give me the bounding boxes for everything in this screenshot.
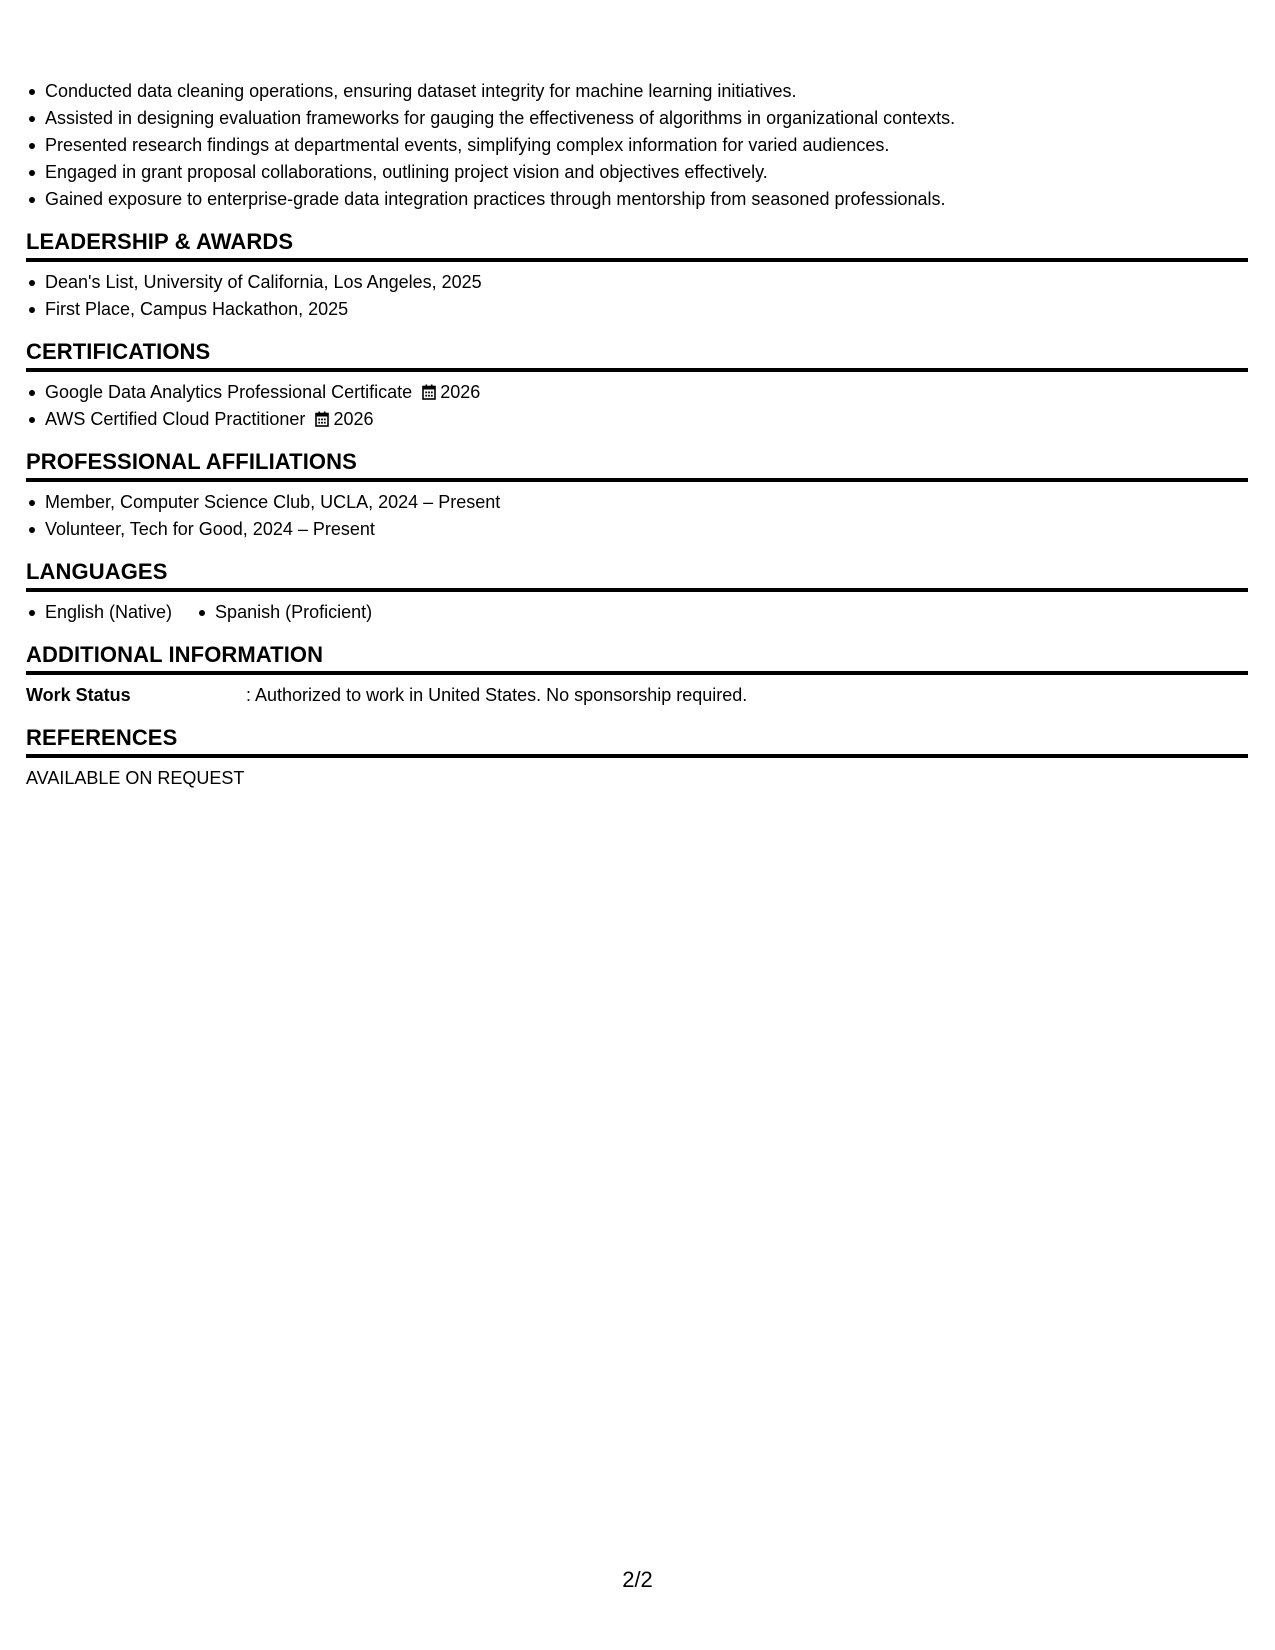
certifications-list: [26, 379, 1248, 433]
additional-info-section-title: ADDITIONAL INFORMATION: [26, 641, 1248, 675]
experience-bullet: Conducted data cleaning operations, ensuring dataset integrity for machine learning initiatives.: [26, 78, 1248, 105]
affiliations-section-title: PROFESSIONAL AFFILIATIONS: [26, 448, 1248, 482]
experience-bullet: Presented research findings at departmental events, simplifying complex information for varied audiences.: [26, 132, 1248, 159]
certification-name: Google Data Analytics Professional Certificate: [45, 382, 413, 402]
leadership-section-title: LEADERSHIP & AWARDS: [26, 228, 1248, 262]
experience-bullet: Gained exposure to enterprise-grade data integration practices through mentorship from seasoned professionals.: [26, 186, 1248, 213]
language-item: Spanish (Proficient): [196, 599, 372, 626]
leadership-item: First Place, Campus Hackathon, 2025: [26, 296, 1248, 323]
resume-page: [26, 78, 1248, 792]
work-status-value: : Authorized to work in United States. No sponsorship required.: [246, 685, 748, 705]
certifications-section-title: CERTIFICATIONS: [26, 338, 1248, 372]
certification-year: 2026: [440, 382, 481, 402]
languages-list: [26, 599, 1248, 626]
certification-name: AWS Certified Cloud Practitioner: [45, 409, 306, 429]
certification-year: 2026: [333, 409, 374, 429]
calendar-icon: [422, 384, 436, 400]
affiliation-item: Member, Computer Science Club, UCLA, 2024 – Present: [26, 489, 1248, 516]
work-status-row: [26, 682, 1248, 709]
certification-item: [26, 379, 1248, 406]
experience-bullet-list: [26, 78, 1248, 213]
experience-bullet: Engaged in grant proposal collaborations, outlining project vision and objectives effectively.: [26, 159, 1248, 186]
page-number: 2/2: [622, 1567, 653, 1592]
language-item: English (Native): [26, 599, 172, 626]
affiliations-list: [26, 489, 1248, 543]
references-section-title: REFERENCES: [26, 724, 1248, 758]
languages-section-title: LANGUAGES: [26, 558, 1248, 592]
work-status-label: Work Status: [26, 685, 131, 705]
calendar-icon: [315, 411, 329, 427]
references-text: AVAILABLE ON REQUEST: [26, 768, 245, 788]
leadership-list: [26, 269, 1248, 323]
leadership-item: Dean's List, University of California, Los Angeles, 2025: [26, 269, 1248, 296]
experience-bullet: Assisted in designing evaluation frameworks for gauging the effectiveness of algorithms in organizational contexts.: [26, 105, 1248, 132]
affiliation-item: Volunteer, Tech for Good, 2024 – Present: [26, 516, 1248, 543]
certification-item: [26, 406, 1248, 433]
